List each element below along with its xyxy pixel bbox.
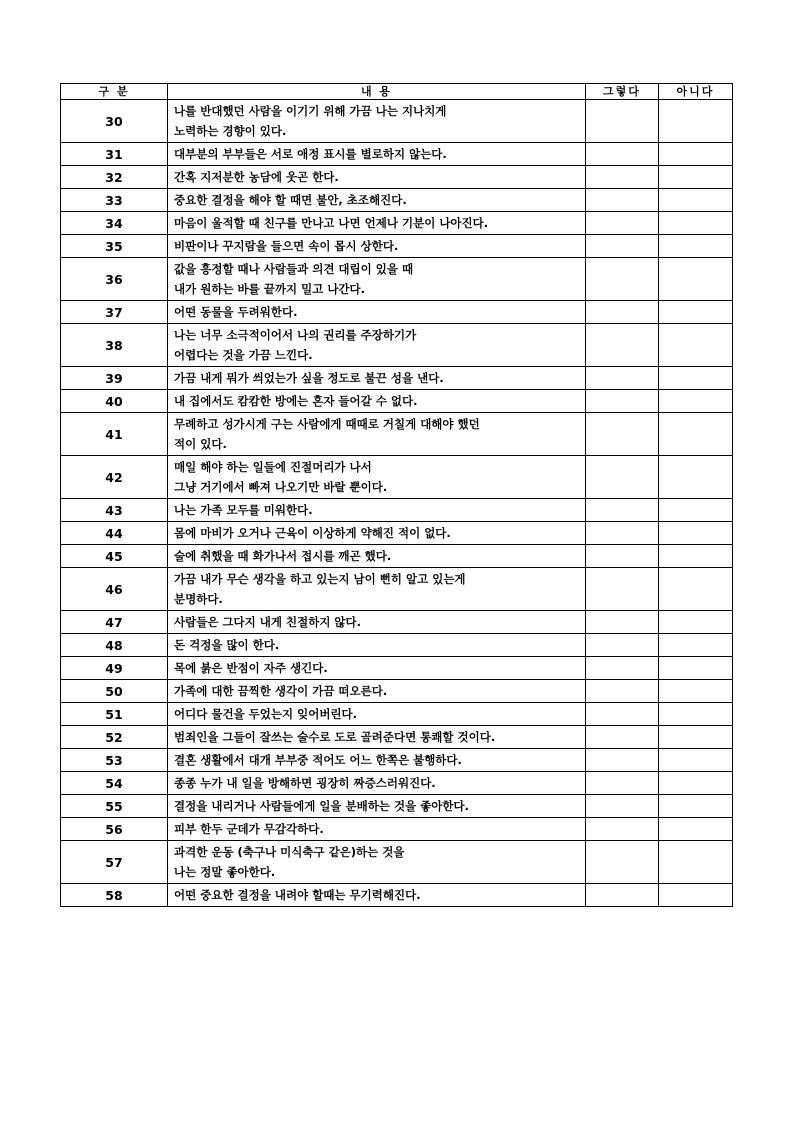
table-row [61, 324, 733, 367]
table-row [61, 657, 733, 680]
question-text-line: 돈 걱정을 많이 한다. [174, 638, 280, 652]
answer-no-cell[interactable] [659, 545, 733, 568]
answer-yes-cell[interactable] [586, 545, 659, 568]
answer-yes-cell[interactable] [586, 611, 659, 634]
table-row [61, 212, 733, 235]
question-number: 43 [61, 499, 168, 522]
answer-yes-cell[interactable] [586, 143, 659, 166]
question-text [168, 212, 586, 235]
answer-no-cell[interactable] [659, 100, 733, 143]
question-text-line: 나는 가족 모두를 미워한다. [174, 503, 313, 517]
answer-no-cell[interactable] [659, 189, 733, 212]
question-text-line: 범죄인을 그들이 잘쓰는 술수로 도로 골려준다면 통쾌할 것이다. [174, 730, 496, 744]
question-text-line: 분명하다. [174, 592, 223, 606]
question-text-line: 가족에 대한 끔찍한 생각이 가끔 떠오른다. [174, 684, 388, 698]
question-number: 30 [61, 100, 168, 143]
answer-yes-cell[interactable] [586, 258, 659, 301]
answer-yes-cell[interactable] [586, 703, 659, 726]
question-number: 46 [61, 568, 168, 611]
question-number: 52 [61, 726, 168, 749]
answer-no-cell[interactable] [659, 680, 733, 703]
answer-yes-cell[interactable] [586, 568, 659, 611]
answer-no-cell[interactable] [659, 568, 733, 611]
answer-yes-cell[interactable] [586, 680, 659, 703]
question-text [168, 235, 586, 258]
question-text-line: 내 집에서도 캄캄한 방에는 혼자 들어갈 수 없다. [174, 394, 418, 408]
table-row [61, 367, 733, 390]
answer-no-cell[interactable] [659, 657, 733, 680]
question-text-line: 대부분의 부부들은 서로 애정 표시를 별로하지 않는다. [174, 147, 447, 161]
header-no: 아니다 [659, 84, 733, 100]
question-text-line: 마음이 울적할 때 친구를 만나고 나면 언제나 기분이 나아진다. [174, 216, 489, 230]
question-text-line: 피부 한두 군데가 무감각하다. [174, 822, 324, 836]
question-text-line: 가끔 내가 무슨 생각을 하고 있는지 남이 뻔히 알고 있는게 [174, 572, 466, 586]
answer-no-cell[interactable] [659, 143, 733, 166]
answer-no-cell[interactable] [659, 703, 733, 726]
question-text [168, 818, 586, 841]
answer-yes-cell[interactable] [586, 235, 659, 258]
question-text [168, 749, 586, 772]
table-row [61, 189, 733, 212]
answer-no-cell[interactable] [659, 522, 733, 545]
question-text-line: 적이 있다. [174, 437, 227, 451]
table-row [61, 545, 733, 568]
answer-no-cell[interactable] [659, 749, 733, 772]
header-content: 내 용 [168, 84, 586, 100]
answer-yes-cell[interactable] [586, 772, 659, 795]
question-text-line: 사람들은 그다지 내게 친절하지 않다. [174, 615, 362, 629]
question-text [168, 795, 586, 818]
question-number: 45 [61, 545, 168, 568]
answer-no-cell[interactable] [659, 726, 733, 749]
answer-no-cell[interactable] [659, 634, 733, 657]
answer-no-cell[interactable] [659, 611, 733, 634]
question-number: 48 [61, 634, 168, 657]
question-text [168, 657, 586, 680]
answer-yes-cell[interactable] [586, 657, 659, 680]
question-text-line: 어떤 동물을 두려워한다. [174, 305, 298, 319]
question-text [168, 884, 586, 907]
question-number: 54 [61, 772, 168, 795]
header-number: 구 분 [61, 84, 168, 100]
table-row [61, 499, 733, 522]
question-text [168, 568, 586, 611]
answer-yes-cell[interactable] [586, 634, 659, 657]
answer-yes-cell[interactable] [586, 841, 659, 884]
question-text [168, 189, 586, 212]
answer-no-cell[interactable] [659, 390, 733, 413]
table-row [61, 795, 733, 818]
question-text-line: 결정을 내리거나 사람들에게 일을 분배하는 것을 좋아한다. [174, 799, 470, 813]
table-row [61, 749, 733, 772]
answer-yes-cell[interactable] [586, 166, 659, 189]
question-text-line: 어떤 중요한 결정을 내려야 할때는 무기력해진다. [174, 888, 421, 902]
table-row [61, 680, 733, 703]
question-text-line: 종종 누가 내 일을 방해하면 굉장히 짜증스러워진다. [174, 776, 436, 790]
answer-no-cell[interactable] [659, 456, 733, 499]
question-text [168, 258, 586, 301]
question-number: 50 [61, 680, 168, 703]
answer-yes-cell[interactable] [586, 499, 659, 522]
answer-no-cell[interactable] [659, 235, 733, 258]
question-text [168, 166, 586, 189]
question-text-line: 어디다 물건을 두었는지 잊어버린다. [174, 707, 358, 721]
question-text-line: 무례하고 성가시게 구는 사람에게 때때로 거칠게 대해야 했던 [174, 417, 480, 431]
table-row [61, 143, 733, 166]
question-number: 37 [61, 301, 168, 324]
table-row [61, 258, 733, 301]
question-number: 49 [61, 657, 168, 680]
answer-no-cell[interactable] [659, 367, 733, 390]
question-text [168, 499, 586, 522]
question-text-line: 어렵다는 것을 가끔 느낀다. [174, 348, 313, 362]
question-number: 47 [61, 611, 168, 634]
header-row [61, 84, 733, 100]
answer-yes-cell[interactable] [586, 818, 659, 841]
question-text-line: 가끔 내게 뭐가 씌었는가 싶을 정도로 불끈 성을 낸다. [174, 371, 444, 385]
question-text [168, 680, 586, 703]
answer-yes-cell[interactable] [586, 212, 659, 235]
question-number: 36 [61, 258, 168, 301]
table-row [61, 301, 733, 324]
question-text [168, 522, 586, 545]
table-row [61, 703, 733, 726]
header-yes: 그렇다 [586, 84, 659, 100]
question-number: 44 [61, 522, 168, 545]
question-number: 32 [61, 166, 168, 189]
answer-yes-cell[interactable] [586, 456, 659, 499]
answer-yes-cell[interactable] [586, 522, 659, 545]
answer-no-cell[interactable] [659, 499, 733, 522]
question-text-line: 값을 흥정할 때나 사람들과 의견 대립이 있을 때 [174, 262, 414, 276]
question-text [168, 413, 586, 456]
question-number: 42 [61, 456, 168, 499]
answer-yes-cell[interactable] [586, 413, 659, 456]
answer-no-cell[interactable] [659, 413, 733, 456]
question-text-line: 노력하는 경향이 있다. [174, 124, 287, 138]
table-row [61, 611, 733, 634]
question-text [168, 456, 586, 499]
question-number: 55 [61, 795, 168, 818]
question-number: 53 [61, 749, 168, 772]
answer-yes-cell[interactable] [586, 884, 659, 907]
question-text-line: 중요한 결정을 해야 할 때면 불안, 초조해진다. [174, 193, 407, 207]
question-text [168, 703, 586, 726]
table-row [61, 726, 733, 749]
answer-yes-cell[interactable] [586, 100, 659, 143]
question-text [168, 301, 586, 324]
table-row [61, 166, 733, 189]
question-text [168, 772, 586, 795]
table-row [61, 818, 733, 841]
question-text [168, 726, 586, 749]
answer-no-cell[interactable] [659, 301, 733, 324]
question-text-line: 과격한 운동 (축구나 미식축구 같은)하는 것을 [174, 845, 405, 859]
question-text-line: 나를 반대했던 사람을 이기기 위해 가끔 나는 지나치게 [174, 104, 447, 118]
answer-yes-cell[interactable] [586, 324, 659, 367]
question-text-line: 간혹 지저분한 농담에 웃곤 한다. [174, 170, 339, 184]
question-number: 58 [61, 884, 168, 907]
answer-no-cell[interactable] [659, 324, 733, 367]
question-number: 41 [61, 413, 168, 456]
survey-table [60, 83, 733, 907]
question-number: 51 [61, 703, 168, 726]
answer-yes-cell[interactable] [586, 726, 659, 749]
answer-yes-cell[interactable] [586, 189, 659, 212]
question-text [168, 634, 586, 657]
question-text [168, 611, 586, 634]
question-number: 34 [61, 212, 168, 235]
question-text [168, 100, 586, 143]
answer-no-cell[interactable] [659, 795, 733, 818]
question-text [168, 143, 586, 166]
question-text-line: 술에 취했을 때 화가나서 접시를 깨곤 했다. [174, 549, 392, 563]
answer-yes-cell[interactable] [586, 301, 659, 324]
table-row [61, 235, 733, 258]
question-text-line: 매일 해야 하는 일들에 진절머리가 나서 [174, 460, 372, 474]
answer-yes-cell[interactable] [586, 367, 659, 390]
table-row [61, 390, 733, 413]
table-row [61, 841, 733, 884]
table-row [61, 100, 733, 143]
table-row [61, 413, 733, 456]
question-text-line: 목에 붉은 반점이 자주 생긴다. [174, 661, 328, 675]
question-number: 38 [61, 324, 168, 367]
question-text [168, 390, 586, 413]
question-text-line: 그냥 거기에서 빠져 나오기만 바랄 뿐이다. [174, 480, 388, 494]
question-text-line: 나는 너무 소극적이어서 나의 권리를 주장하기가 [174, 328, 417, 342]
question-text [168, 841, 586, 884]
question-text [168, 324, 586, 367]
question-number: 57 [61, 841, 168, 884]
answer-yes-cell[interactable] [586, 749, 659, 772]
answer-no-cell[interactable] [659, 772, 733, 795]
answer-yes-cell[interactable] [586, 390, 659, 413]
question-rows [61, 100, 733, 907]
question-text-line: 내가 원하는 바를 끝까지 밀고 나간다. [174, 282, 366, 296]
question-number: 33 [61, 189, 168, 212]
question-text [168, 367, 586, 390]
table-row [61, 568, 733, 611]
table-row [61, 522, 733, 545]
question-number: 31 [61, 143, 168, 166]
question-text-line: 결혼 생활에서 대개 부부중 적어도 어느 한쪽은 불행하다. [174, 753, 462, 767]
table-row [61, 456, 733, 499]
table-row [61, 884, 733, 907]
answer-no-cell[interactable] [659, 258, 733, 301]
question-text-line: 나는 정말 좋아한다. [174, 865, 276, 879]
question-number: 40 [61, 390, 168, 413]
answer-yes-cell[interactable] [586, 795, 659, 818]
question-number: 39 [61, 367, 168, 390]
answer-no-cell[interactable] [659, 212, 733, 235]
table-row [61, 772, 733, 795]
question-text-line: 비판이나 꾸지람을 들으면 속이 몹시 상한다. [174, 239, 399, 253]
answer-no-cell[interactable] [659, 841, 733, 884]
answer-no-cell[interactable] [659, 166, 733, 189]
question-text [168, 545, 586, 568]
question-number: 35 [61, 235, 168, 258]
table-row [61, 634, 733, 657]
answer-no-cell[interactable] [659, 818, 733, 841]
question-text-line: 몸에 마비가 오거나 근육이 이상하게 약해진 적이 없다. [174, 526, 451, 540]
question-number: 56 [61, 818, 168, 841]
answer-no-cell[interactable] [659, 884, 733, 907]
